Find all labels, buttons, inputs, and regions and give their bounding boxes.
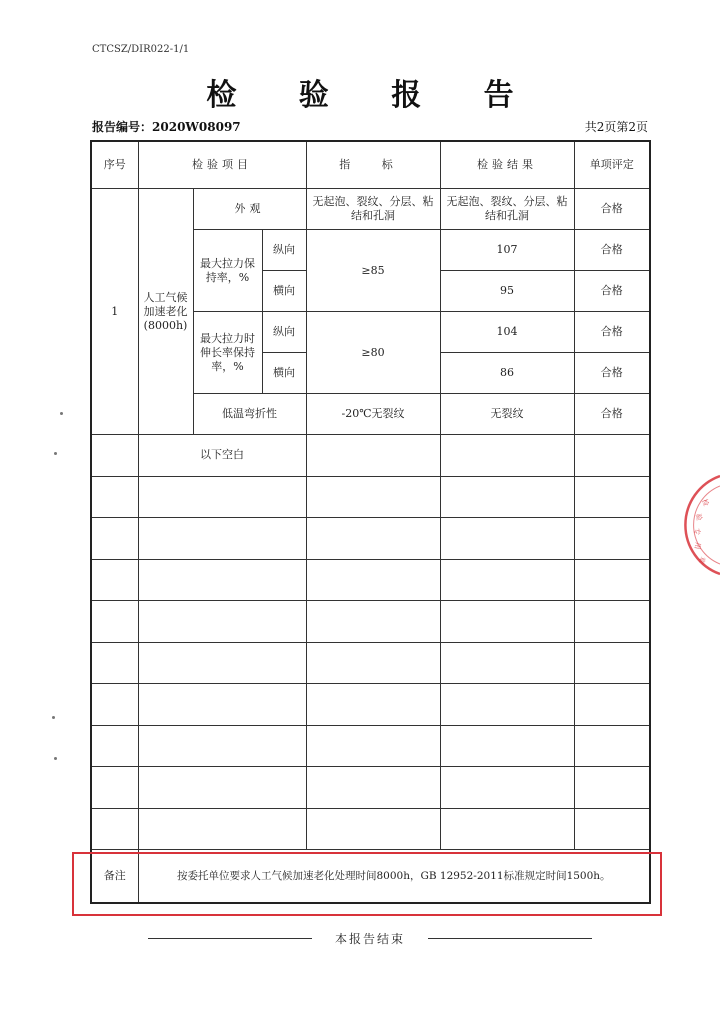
elongation-result-longitudinal: 104: [440, 312, 574, 353]
report-end-mark: [148, 928, 592, 948]
appearance-name: 外观: [193, 189, 306, 230]
elongation-indicator: ≥80: [306, 312, 440, 394]
appearance-evaluation: 合格: [574, 189, 650, 230]
low-temp-evaluation: 合格: [574, 394, 650, 435]
svg-text:检: 检: [700, 497, 711, 508]
elongation-retention-name: 最大拉力时伸长率保持率，%: [193, 312, 262, 394]
report-number-value: 2020W08097: [152, 120, 241, 134]
svg-text:验: 验: [694, 512, 704, 522]
report-number-label: 报告编号：: [92, 120, 153, 134]
page-info: 共2页第2页: [584, 120, 648, 134]
header-result: 检验结果: [440, 141, 574, 189]
blank-row: [91, 808, 650, 850]
appearance-indicator: 无起泡、裂纹、分层、粘结和孔洞: [306, 189, 440, 230]
seal-stamp-icon: [680, 470, 720, 580]
document-code: CTCSZ/DIR022-1/1: [92, 44, 190, 55]
elongation-dir-transverse: 横向: [262, 353, 306, 394]
svg-text:专: 专: [693, 528, 701, 535]
header-item: 检验项目: [138, 141, 306, 189]
inspection-table: [90, 140, 651, 904]
group-label: 人工气候加速老化(8000h): [138, 189, 193, 435]
report-end-text: 本报告结束: [334, 932, 405, 946]
blank-row: [91, 767, 650, 809]
blank-row: [91, 642, 650, 684]
tensile-result-longitudinal: 107: [440, 230, 574, 271]
blank-row: [91, 684, 650, 726]
scan-speck: [54, 452, 57, 455]
header-seq: 序号: [91, 141, 138, 189]
blank-row: [91, 601, 650, 643]
svg-text:章: 章: [696, 555, 707, 565]
table-row: [91, 189, 650, 230]
low-temp-name: 低温弯折性: [193, 394, 306, 435]
blank-row: [91, 518, 650, 560]
blank-row: [91, 559, 650, 601]
header-evaluation: 单项评定: [574, 141, 650, 189]
low-temp-indicator: -20℃无裂纹: [306, 394, 440, 435]
tensile-indicator: ≥85: [306, 230, 440, 312]
blank-note: 以下空白: [138, 435, 306, 477]
tensile-dir-longitudinal: 纵向: [262, 230, 306, 271]
seq-cell: 1: [91, 189, 138, 435]
elongation-dir-longitudinal: 纵向: [262, 312, 306, 353]
end-divider-right: [428, 938, 592, 939]
remark-text: 按委托单位要求人工气候加速老化处理时间8000h，GB 12952-2011标准规定时间1500h。: [138, 850, 650, 904]
remark-label: 备注: [91, 850, 138, 904]
blank-row: [91, 725, 650, 767]
tensile-retention-name: 最大拉力保持率，%: [193, 230, 262, 312]
elongation-eval-longitudinal: 合格: [574, 312, 650, 353]
tensile-dir-transverse: 横向: [262, 271, 306, 312]
scan-speck: [54, 757, 57, 760]
tensile-eval-transverse: 合格: [574, 271, 650, 312]
report-title: 检 验 报 告: [206, 78, 540, 113]
blank-row: [91, 476, 650, 518]
low-temp-result: 无裂纹: [440, 394, 574, 435]
header-indicator: 指 标: [306, 141, 440, 189]
appearance-result: 无起泡、裂纹、分层、粘结和孔洞: [440, 189, 574, 230]
elongation-result-transverse: 86: [440, 353, 574, 394]
table-row: [91, 435, 650, 477]
scan-speck: [52, 716, 55, 719]
elongation-eval-transverse: 合格: [574, 353, 650, 394]
scan-speck: [60, 412, 63, 415]
table-header: [91, 141, 650, 189]
svg-text:用: 用: [692, 541, 702, 550]
tensile-eval-longitudinal: 合格: [574, 230, 650, 271]
tensile-result-transverse: 95: [440, 271, 574, 312]
report-number: [92, 118, 241, 135]
remark-highlight-box: [72, 852, 662, 916]
